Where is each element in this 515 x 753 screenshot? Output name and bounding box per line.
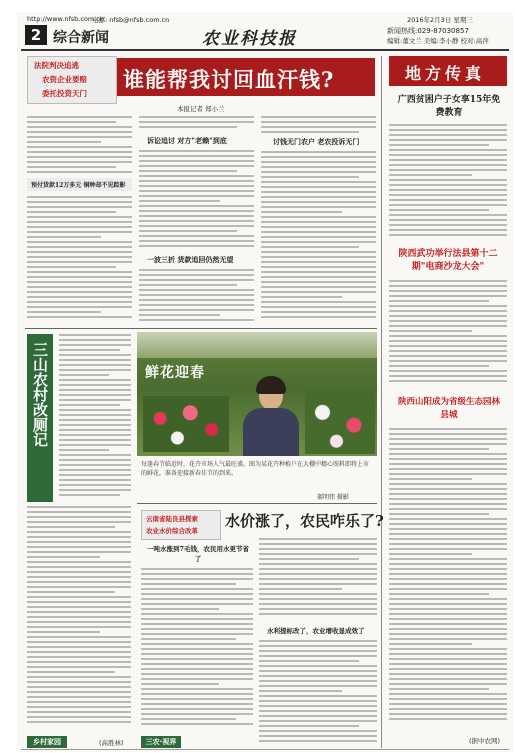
price-subhead-1: 一吨水涨到7毛钱，农民用水更节省了 [146,545,250,563]
price-footer-tag-label: 三农·视界 [145,738,177,746]
regional-banner [389,56,507,86]
regional-headline-3: 陕西山阳成为省级生态园林县城 [397,397,500,420]
photo-flowers-left [143,396,229,452]
section-title: 综合新闻 [53,30,109,46]
newspaper-page [17,12,513,752]
regional-headline-1: 广西贫困户子女享15年免费教育 [397,95,501,118]
column-title: 三山农村改厕记 [31,342,49,447]
lead-subhead-2: 诉讼追讨 对方"老赖"到底 [147,136,227,145]
left-footer-tag [27,736,67,748]
page-number: 2 [30,26,42,44]
left-footer-note: (高胜林) [99,739,124,747]
photo-title: 鲜花迎春 [145,365,205,381]
lead-headline: 谁能帮我讨回血汗钱? [123,67,335,92]
regional-text-3 [389,428,507,728]
photo-person-body [243,408,299,456]
lead-text-col3 [261,116,376,134]
lead-kicker-2: 农资企业要赔 [42,75,87,84]
site-url[interactable]: http://www.nfsb.com.cn [27,15,104,23]
price-text-col2 [259,538,377,620]
regional-text-1 [389,124,507,242]
price-text-col2b [259,640,377,746]
column-text-upper [59,334,131,502]
lead-text-col1b [27,196,132,322]
lead-text-col2b [139,150,254,250]
lead-kicker-3: 委托投资天门 [42,89,87,98]
lead-subhead-1: 预付货款12万多元 铜种却不见踪影 [31,182,126,189]
photo-caption: 每逢春节临近时，花卉市场人气最旺盛。图为某花卉种植户在大棚中精心照料即将上市的鲜花，准备迎接新春佳节的到来。 [141,461,370,477]
photo-credit: 郝明伟 摄影 [317,494,349,501]
lead-text-col2c [139,269,254,322]
lead-kicker-1: 法院判决追逃 [34,61,79,70]
price-kicker-1: 云南省陆良县探索 [146,515,198,523]
masthead-rule [21,49,509,51]
feature-photo [137,332,377,456]
news-hotline: 新闻热线:029-87030857 [387,27,469,35]
column-text-lower [27,506,131,730]
price-footer-tag [141,736,181,748]
regional-text-2 [389,280,507,388]
price-subhead-2: 水利提标改了，农业增收显成效了 [267,627,365,635]
lead-headline-bar [117,58,375,96]
photo-person-hair [256,376,286,394]
price-kicker-2: 农业水价综合改革 [146,527,198,535]
right-column-divider [381,56,382,748]
paper-title: 农业科技报 [202,29,297,49]
regional-headline-2: 陕西武功举行法县第十二期"电商沙龙大会" [398,249,498,272]
lead-subhead-3: 一波三折 货款追回仍然无望 [147,255,234,264]
issue-date: 2016年2月3日 星期三 [407,16,473,24]
regional-end-note: (据中农网) [469,737,501,745]
price-headline: 水价涨了，农民咋乐了? [225,512,384,530]
lead-kicker-box [27,56,117,104]
left-footer-tag-label: 乡村家园 [33,738,61,746]
regional-banner-title: 地方传真 [405,64,486,83]
lead-byline: 本报记者 郑小兰 [177,105,225,113]
email-address[interactable]: 电邮: nfsb@nfsb.com.cn [92,16,170,24]
masthead [17,12,513,48]
page-number-box [25,25,47,45]
bottom-rule [21,749,509,750]
price-kicker-box [141,510,221,540]
lead-text-col2 [139,116,254,132]
lead-subhead-4: 讨钱无门农户 老农投诉无门 [273,137,360,146]
price-story-top-rule [137,503,377,504]
column-title-box [27,334,53,502]
column-top-rule [25,328,377,329]
lead-text-col3b [261,151,376,322]
price-text-col1 [141,568,253,730]
photo-flowers-right [305,390,375,454]
editor-credits: 编辑:董文兰 美编:李小静 校对:高萍 [387,37,489,45]
lead-text-col1 [27,116,132,176]
photo-greenhouse-roof [137,332,377,358]
